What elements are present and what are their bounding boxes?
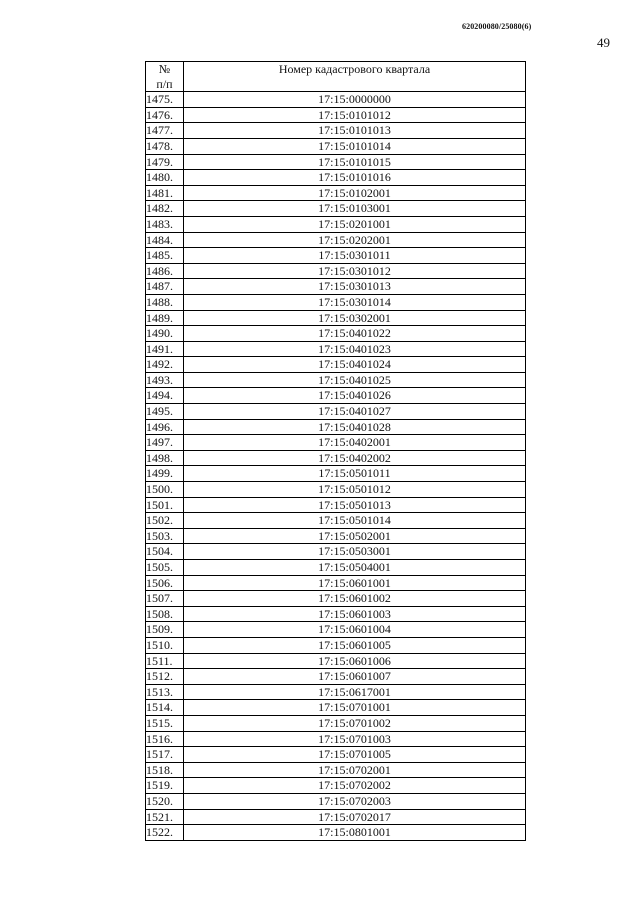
table-row	[146, 809, 526, 825]
row-number: 1480.	[146, 170, 184, 186]
row-number: 1483.	[146, 216, 184, 232]
row-number: 1512.	[146, 669, 184, 685]
row-number: 1495.	[146, 404, 184, 420]
table-row	[146, 341, 526, 357]
header-number-label: №	[158, 62, 171, 76]
table-row	[146, 653, 526, 669]
row-number: 1500.	[146, 482, 184, 498]
row-number: 1511.	[146, 653, 184, 669]
cadastral-number: 17:15:0501013	[184, 497, 526, 513]
cadastral-number: 17:15:0102001	[184, 185, 526, 201]
document-code: 620200080/25080(6)	[462, 22, 532, 31]
table-row	[146, 825, 526, 841]
cadastral-number: 17:15:0501011	[184, 466, 526, 482]
row-number: 1517.	[146, 747, 184, 763]
cadastral-number: 17:15:0401022	[184, 326, 526, 342]
cadastral-number: 17:15:0601001	[184, 575, 526, 591]
header-number-cell	[146, 62, 184, 92]
table-row	[146, 513, 526, 529]
row-number: 1491.	[146, 341, 184, 357]
page-number: 49	[597, 35, 610, 50]
row-number: 1514.	[146, 700, 184, 716]
row-number: 1496.	[146, 419, 184, 435]
header-cadastral-number: Номер кадастрового квартала	[184, 62, 526, 92]
table-row	[146, 170, 526, 186]
row-number: 1520.	[146, 793, 184, 809]
table-row	[146, 528, 526, 544]
row-number: 1489.	[146, 310, 184, 326]
cadastral-number: 17:15:0702001	[184, 762, 526, 778]
table-row	[146, 497, 526, 513]
table-row	[146, 637, 526, 653]
cadastral-number: 17:15:0401028	[184, 419, 526, 435]
row-number: 1519.	[146, 778, 184, 794]
cadastral-number: 17:15:0401024	[184, 357, 526, 373]
table-row	[146, 606, 526, 622]
row-number: 1494.	[146, 388, 184, 404]
table-body	[146, 92, 526, 841]
cadastral-number: 17:15:0504001	[184, 560, 526, 576]
cadastral-number: 17:15:0301013	[184, 279, 526, 295]
row-number: 1479.	[146, 154, 184, 170]
table-row	[146, 388, 526, 404]
table-row	[146, 92, 526, 108]
row-number: 1515.	[146, 715, 184, 731]
cadastral-number: 17:15:0402001	[184, 435, 526, 451]
table-row	[146, 544, 526, 560]
cadastral-number: 17:15:0601003	[184, 606, 526, 622]
cadastral-number: 17:15:0402002	[184, 450, 526, 466]
cadastral-number: 17:15:0701002	[184, 715, 526, 731]
cadastral-number: 17:15:0702002	[184, 778, 526, 794]
cadastral-number: 17:15:0401026	[184, 388, 526, 404]
cadastral-number: 17:15:0601005	[184, 637, 526, 653]
table-row	[146, 684, 526, 700]
table-row	[146, 326, 526, 342]
row-number: 1501.	[146, 497, 184, 513]
table-row	[146, 731, 526, 747]
row-number: 1516.	[146, 731, 184, 747]
table-row	[146, 419, 526, 435]
table-row	[146, 372, 526, 388]
row-number: 1484.	[146, 232, 184, 248]
row-number: 1487.	[146, 279, 184, 295]
cadastral-number: 17:15:0701001	[184, 700, 526, 716]
cadastral-number: 17:15:0000000	[184, 92, 526, 108]
table-row	[146, 793, 526, 809]
row-number: 1493.	[146, 372, 184, 388]
table-row	[146, 700, 526, 716]
table-row	[146, 154, 526, 170]
cadastral-number: 17:15:0202001	[184, 232, 526, 248]
cadastral-number: 17:15:0101013	[184, 123, 526, 139]
row-number: 1513.	[146, 684, 184, 700]
row-number: 1492.	[146, 357, 184, 373]
row-number: 1522.	[146, 825, 184, 841]
table-row	[146, 622, 526, 638]
row-number: 1504.	[146, 544, 184, 560]
table-row	[146, 778, 526, 794]
table-row	[146, 310, 526, 326]
cadastral-number: 17:15:0501014	[184, 513, 526, 529]
row-number: 1507.	[146, 591, 184, 607]
table-row	[146, 466, 526, 482]
row-number: 1497.	[146, 435, 184, 451]
cadastral-number: 17:15:0702017	[184, 809, 526, 825]
row-number: 1506.	[146, 575, 184, 591]
table-row	[146, 248, 526, 264]
table-row	[146, 715, 526, 731]
table-row	[146, 138, 526, 154]
table-row	[146, 216, 526, 232]
row-number: 1508.	[146, 606, 184, 622]
cadastral-number: 17:15:0301014	[184, 294, 526, 310]
row-number: 1475.	[146, 92, 184, 108]
table-row	[146, 232, 526, 248]
table-row	[146, 279, 526, 295]
row-number: 1476.	[146, 107, 184, 123]
cadastral-number: 17:15:0302001	[184, 310, 526, 326]
row-number: 1509.	[146, 622, 184, 638]
row-number: 1478.	[146, 138, 184, 154]
table-row	[146, 575, 526, 591]
cadastral-number: 17:15:0801001	[184, 825, 526, 841]
table-row	[146, 669, 526, 685]
cadastral-number: 17:15:0601006	[184, 653, 526, 669]
table-row	[146, 560, 526, 576]
cadastral-number: 17:15:0503001	[184, 544, 526, 560]
cadastral-number: 17:15:0701005	[184, 747, 526, 763]
table-row	[146, 185, 526, 201]
cadastral-number: 17:15:0601007	[184, 669, 526, 685]
row-number: 1498.	[146, 450, 184, 466]
cadastral-number: 17:15:0101014	[184, 138, 526, 154]
header-number-sublabel: п/п	[156, 76, 173, 91]
row-number: 1488.	[146, 294, 184, 310]
row-number: 1482.	[146, 201, 184, 217]
table-row	[146, 482, 526, 498]
row-number: 1510.	[146, 637, 184, 653]
cadastral-number: 17:15:0401025	[184, 372, 526, 388]
cadastral-number: 17:15:0601004	[184, 622, 526, 638]
cadastral-number: 17:15:0702003	[184, 793, 526, 809]
row-number: 1499.	[146, 466, 184, 482]
row-number: 1502.	[146, 513, 184, 529]
row-number: 1485.	[146, 248, 184, 264]
cadastral-number: 17:15:0617001	[184, 684, 526, 700]
table-row	[146, 201, 526, 217]
row-number: 1503.	[146, 528, 184, 544]
row-number: 1521.	[146, 809, 184, 825]
row-number: 1477.	[146, 123, 184, 139]
table-header-row	[146, 62, 526, 92]
cadastral-number: 17:15:0301011	[184, 248, 526, 264]
table-row	[146, 107, 526, 123]
row-number: 1486.	[146, 263, 184, 279]
table-row	[146, 747, 526, 763]
row-number: 1490.	[146, 326, 184, 342]
cadastral-number: 17:15:0103001	[184, 201, 526, 217]
table-row	[146, 123, 526, 139]
cadastral-number: 17:15:0501012	[184, 482, 526, 498]
cadastral-number: 17:15:0601002	[184, 591, 526, 607]
row-number: 1518.	[146, 762, 184, 778]
table-row	[146, 762, 526, 778]
table-row	[146, 404, 526, 420]
cadastral-number: 17:15:0401023	[184, 341, 526, 357]
table-row	[146, 263, 526, 279]
cadastral-number: 17:15:0101015	[184, 154, 526, 170]
cadastral-number: 17:15:0301012	[184, 263, 526, 279]
table-row	[146, 435, 526, 451]
row-number: 1505.	[146, 560, 184, 576]
row-number: 1481.	[146, 185, 184, 201]
cadastral-number: 17:15:0101012	[184, 107, 526, 123]
cadastral-number: 17:15:0101016	[184, 170, 526, 186]
cadastral-number: 17:15:0401027	[184, 404, 526, 420]
cadastral-number: 17:15:0701003	[184, 731, 526, 747]
table-row	[146, 294, 526, 310]
cadastral-quarters-table	[145, 61, 526, 841]
cadastral-number: 17:15:0201001	[184, 216, 526, 232]
table-row	[146, 450, 526, 466]
table-row	[146, 357, 526, 373]
cadastral-number: 17:15:0502001	[184, 528, 526, 544]
table-row	[146, 591, 526, 607]
